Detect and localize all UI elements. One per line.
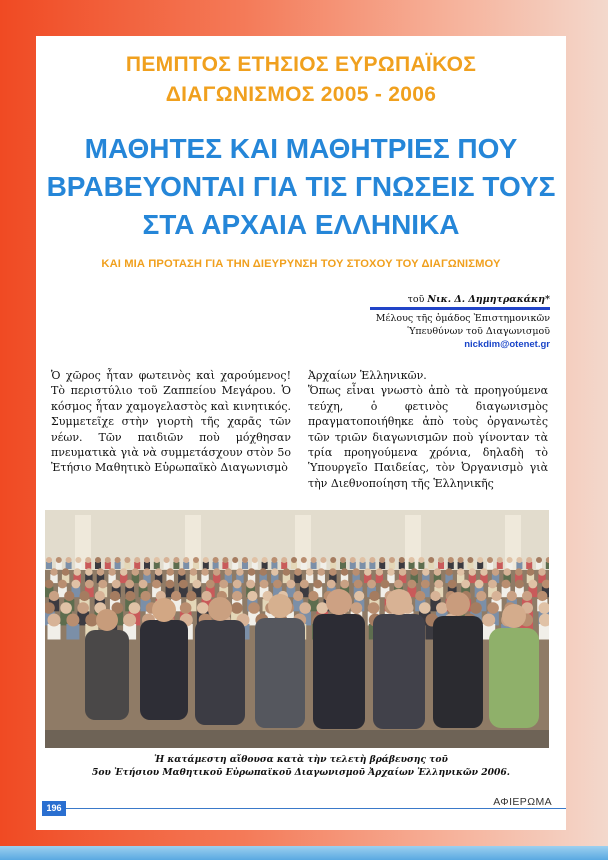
author-block xyxy=(230,293,550,351)
article-title xyxy=(36,130,566,244)
caption-line-1: Ἡ κατάμεστη αἴθουσα κατὰ τὴν τελετὴ βράβευσης τοῦ xyxy=(154,754,448,765)
article-column-left xyxy=(51,368,291,476)
magazine-page xyxy=(36,36,566,830)
article-subtitle: ΚΑΙ ΜΙΑ ΠΡΟΤΑΣΗ ΓΙΑ ΤΗΝ ΔΙΕΥΡΥΝΣΗ ΤΟΥ ΣΤΟΧΟΥ ΤΟΥ ΔΙΑΓΩΝΙΣΜΟΥ xyxy=(101,258,501,270)
audience-photo xyxy=(45,510,549,748)
bottom-decorative-band xyxy=(0,846,608,860)
photo-caption xyxy=(36,754,566,779)
article-column-right xyxy=(308,368,548,491)
caption-line-2: 5ου Ἐτήσιου Μαθητικοῦ Εὐρωπαϊκοῦ Διαγωνισμοῦ Ἀρχαίων Ἑλληνικῶν 2006. xyxy=(92,766,510,778)
byline xyxy=(230,293,550,306)
left-column-text: Ὁ χῶρος ἦταν φωτεινὸς καὶ χαρούμενος! Τὸ περιστύλιο τοῦ Ζαππείου Μεγάρου. Ὁ κόσμος ἦταν χαμογελαστὸς καὶ κινητικός. Συμμετεῖχε στὴν γιορτὴ τῆς χαρᾶς τῶν νέων. Τῶν παιδιῶν ποὺ μόχθησαν πνευματικὰ γιὰ νὰ συμμετάσχουν στὸν 5ο Ἐτήσιο Μαθητικὸ Εὐρωπαϊκὸ Διαγωνισμὸ xyxy=(51,369,291,475)
title-line-2: ΒΡΑΒΕΥΟΝΤΑΙ ΓΙΑ ΤΙΣ ΓΝΩΣΕΙΣ ΤΟΥΣ xyxy=(46,171,556,202)
title-line-1: ΜΑΘΗΤΕΣ ΚΑΙ ΜΑΘΗΤΡΙΕΣ ΠΟΥ xyxy=(84,133,518,164)
title-line-3: ΣΤΑ ΑΡΧΑΙΑ ΕΛΛΗΝΙΚΑ xyxy=(142,209,460,240)
supertitle xyxy=(36,50,566,110)
author-name: Νικ. Δ. Δημητρακάκη* xyxy=(427,294,550,305)
audience-photo-illustration xyxy=(45,510,549,748)
author-email[interactable]: nickdim@otenet.gr xyxy=(464,339,550,350)
right-column-p2: Ὅπως εἶναι γνωστὸ ἀπὸ τὰ προηγούμενα τεύχη, ὁ φετινὸς διαγωνισμὸς πραγματοποιήθηκε ἀπὸ τοὺς ὀργανωτὲς τῶν τριῶν διαγωνισμῶν ποὺ γίνονταν τὰ τρία προηγούμενα χρόνια, δηλαδὴ τὸ Ὑπουργεῖο Παιδείας, τὸν Ὀργανισμὸ γιὰ τὴν Διεθνοποίηση τῆς Ἑλληνικῆς xyxy=(308,384,548,490)
supertitle-line-2: ΔΙΑΓΩΝΙΣΜΟΣ 2005 - 2006 xyxy=(165,83,437,106)
author-role-1: Μέλους τῆς ὁμάδος Ἐπιστημονικῶν xyxy=(375,313,550,324)
right-column-p1: Ἀρχαίων Ἑλληνικῶν. xyxy=(308,369,427,382)
page-number: 196 xyxy=(42,801,66,816)
byline-prefix: τοῦ xyxy=(407,294,428,305)
author-role-2: Ὑπευθύνων τοῦ Διαγωνισμοῦ xyxy=(407,326,550,337)
supertitle-line-1: ΠΕΜΠΤΟΣ ΕΤΗΣΙΟΣ ΕΥΡΩΠΑΪΚΟΣ xyxy=(125,53,477,76)
footer-rule xyxy=(42,808,566,809)
section-name: ΑΦΙΕΡΩΜΑ xyxy=(493,796,552,808)
author-underline xyxy=(370,307,550,310)
